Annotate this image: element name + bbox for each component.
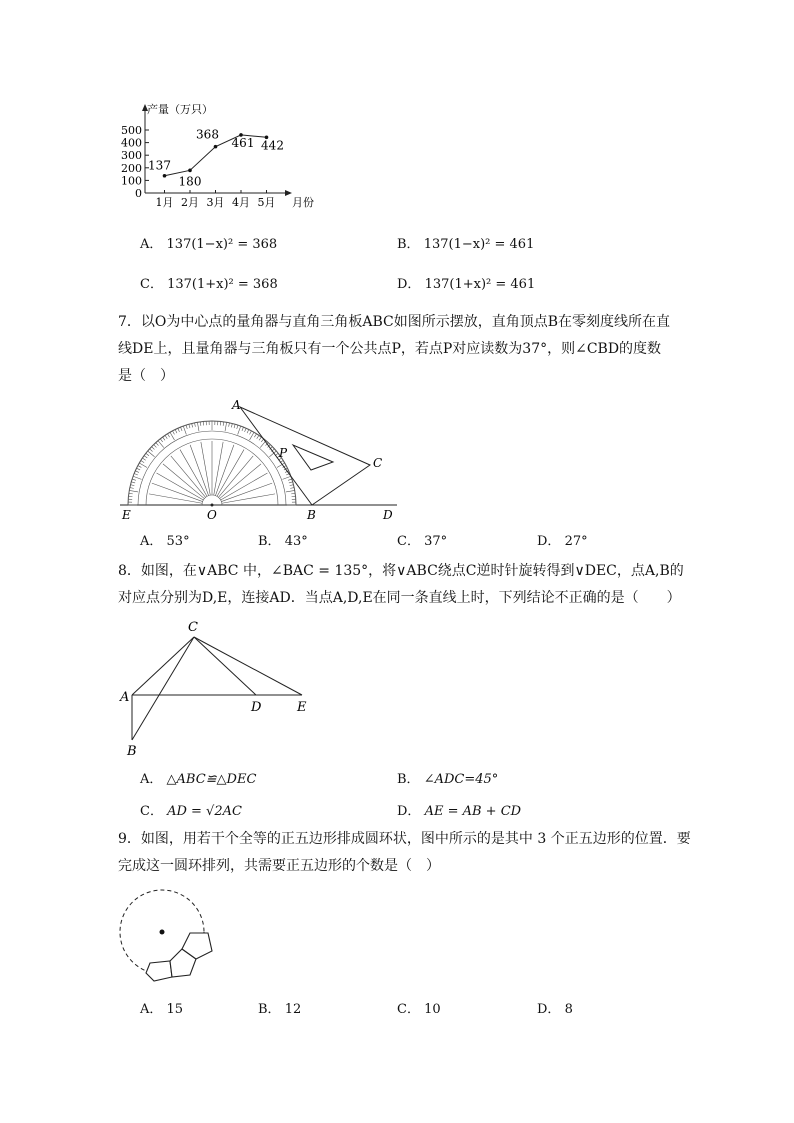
- protractor-tick: [245, 428, 247, 432]
- y-tick-label: 400: [121, 136, 142, 150]
- option-q6-d[interactable]: D． 137(1+x)² = 461: [397, 277, 536, 292]
- option-q8-a[interactable]: A． △ABC≌△DEC: [140, 772, 257, 787]
- option-q7-a[interactable]: A． 53°: [140, 534, 190, 549]
- option-q8-b[interactable]: B． ∠ADC=45°: [397, 772, 499, 787]
- data-point: [163, 174, 167, 178]
- protractor-tick: [156, 443, 159, 446]
- y-tick-label: 200: [121, 161, 142, 175]
- option-q7-b[interactable]: B． 43°: [258, 534, 308, 549]
- protractor-tick: [132, 479, 136, 480]
- label-b: B: [127, 744, 137, 759]
- label-a: A: [120, 690, 130, 705]
- protractor-tick: [231, 423, 232, 427]
- protractor-tick: [137, 468, 141, 470]
- rotation-triangle-figure: [115, 615, 325, 760]
- circle-center: [160, 930, 165, 935]
- option-q8-d[interactable]: D． AE = AB + CD: [397, 804, 522, 819]
- protractor-tick: [238, 426, 241, 434]
- option-q8-c[interactable]: C． AD = √2AC: [140, 804, 242, 819]
- protractor-tick: [247, 430, 249, 434]
- option-q7-d[interactable]: D． 27°: [537, 534, 588, 549]
- protractor-tick: [165, 435, 167, 438]
- protractor-tick: [134, 474, 138, 475]
- label-a: A: [232, 398, 241, 412]
- protractor-tick: [173, 431, 175, 435]
- protractor-triangle-figure: [115, 395, 405, 525]
- protractor-tick: [290, 485, 294, 486]
- label-e: E: [122, 508, 131, 522]
- production-line-chart: [110, 100, 330, 215]
- protractor-tick: [129, 493, 133, 494]
- protractor-tick: [130, 488, 134, 489]
- x-tick-label: 2月: [181, 196, 199, 209]
- protractor-tick: [144, 456, 147, 458]
- segment-cd: [194, 637, 256, 695]
- protractor-tick: [282, 476, 290, 479]
- data-label: 442: [261, 138, 284, 153]
- x-tick-label: 1月: [155, 196, 174, 209]
- protractor-tick: [186, 425, 187, 429]
- option-q6-b[interactable]: B． 137(1−x)² = 461: [397, 237, 535, 252]
- protractor-tick: [257, 435, 259, 438]
- label-b: B: [307, 508, 316, 522]
- label-e: E: [297, 700, 307, 715]
- data-point: [214, 145, 218, 149]
- triangle-inner-hole: [293, 445, 333, 470]
- protractor-tick: [131, 482, 135, 483]
- protractor-tick: [234, 424, 235, 428]
- protractor-tick: [158, 441, 164, 448]
- protractor-tick: [154, 445, 157, 448]
- label-d: D: [383, 508, 393, 522]
- question-7-text: 7．以O为中心点的量角器与直角三角板ABC如图所示摆放，直角顶点B在零刻度线所在直 线DE上，且量角器与三角板只有一个公共点P，若点P对应读数为37°，则∠CBD的度数 是（ ）: [118, 314, 671, 384]
- option-q9-c[interactable]: C． 10: [397, 1002, 441, 1017]
- protractor-tick: [141, 460, 144, 462]
- protractor-tick: [138, 466, 142, 468]
- protractor-tick: [225, 422, 227, 431]
- y-axis-label: 产量（万只）: [147, 103, 213, 116]
- pentagon-ring-figure: [110, 885, 230, 990]
- protractor-tick: [197, 422, 199, 431]
- y-tick-label: 500: [121, 124, 142, 137]
- protractor-tick: [291, 493, 295, 494]
- data-label: 180: [178, 174, 202, 189]
- protractor-tick: [178, 428, 180, 432]
- protractor-tick: [189, 424, 190, 428]
- protractor-tick: [130, 485, 134, 486]
- protractor-tick: [237, 425, 238, 429]
- protractor-tick: [254, 434, 256, 437]
- protractor-tick: [288, 479, 292, 480]
- question-9-text: 9．如图，用若干个全等的正五边形排成圆环状，图中所示的是其中 3 个正五边形的位置．要 完成这一圆环排列，共需要正五边形的个数是（ ）: [118, 831, 691, 874]
- option-q6-a[interactable]: A． 137(1−x)² = 368: [140, 237, 278, 252]
- y-tick-label: 300: [121, 149, 142, 163]
- triangle-abc: [240, 407, 370, 505]
- protractor-tick: [129, 490, 138, 492]
- x-tick-label: 3月: [206, 196, 225, 209]
- data-label: 461: [231, 135, 255, 150]
- protractor-tick: [163, 437, 165, 440]
- label-d: D: [251, 700, 262, 715]
- x-axis-label: 月份: [292, 196, 314, 209]
- segment-ac: [132, 637, 194, 695]
- protractor-tick: [183, 426, 186, 434]
- x-tick-label: 5月: [257, 196, 276, 209]
- protractor-tick: [135, 471, 139, 473]
- segment-bc: [132, 637, 194, 740]
- label-c: C: [373, 456, 383, 470]
- label-p: P: [279, 446, 288, 460]
- protractor-tick: [223, 422, 224, 426]
- protractor-tick: [290, 488, 294, 489]
- protractor-tick: [286, 490, 295, 492]
- y-tick-label: 0: [135, 187, 142, 200]
- protractor-tick: [133, 476, 141, 479]
- protractor-tick: [250, 431, 252, 435]
- x-axis-arrow: [285, 190, 292, 196]
- y-tick-label: 100: [121, 174, 142, 188]
- protractor-tick: [150, 449, 153, 452]
- option-q9-b[interactable]: B． 12: [258, 1002, 302, 1017]
- protractor-tick: [175, 430, 177, 434]
- protractor: [128, 421, 296, 505]
- question-8-text: 8．如图，在∨ABC 中，∠BAC = 135°，将∨ABC绕点C逆时针旋转得到∨DEC，点A,B的 对应点分别为D,E，连接AD．当点A,D,E在同一条直线上时，下列结论不正确的是（ ）: [118, 563, 684, 606]
- protractor-tick: [195, 423, 196, 427]
- protractor-tick: [181, 427, 182, 431]
- protractor-tick: [146, 453, 149, 455]
- label-c: C: [188, 620, 198, 635]
- point-o: [211, 504, 214, 507]
- protractor-tick: [259, 437, 261, 440]
- protractor-tick: [289, 482, 293, 483]
- protractor-tick: [242, 427, 243, 431]
- segment-ce: [194, 637, 302, 695]
- protractor-tick: [152, 447, 155, 450]
- x-tick-label: 4月: [232, 196, 250, 209]
- data-label: 368: [196, 127, 219, 142]
- option-q9-a[interactable]: A． 15: [140, 1002, 184, 1017]
- protractor-tick: [229, 423, 230, 427]
- data-point: [188, 169, 192, 173]
- option-q7-c[interactable]: C． 37°: [397, 534, 448, 549]
- protractor-tick: [142, 458, 145, 460]
- data-label: 137: [148, 158, 171, 173]
- protractor-tick: [148, 451, 155, 457]
- option-q9-d[interactable]: D． 8: [537, 1002, 573, 1017]
- protractor-tick: [192, 423, 193, 427]
- protractor-tick: [160, 439, 162, 442]
- pentagon-1: [146, 961, 172, 981]
- protractor-tick: [167, 434, 169, 437]
- label-o: O: [207, 508, 217, 522]
- protractor-tick: [200, 422, 201, 426]
- option-q6-c[interactable]: C． 137(1+x)² = 368: [140, 277, 278, 292]
